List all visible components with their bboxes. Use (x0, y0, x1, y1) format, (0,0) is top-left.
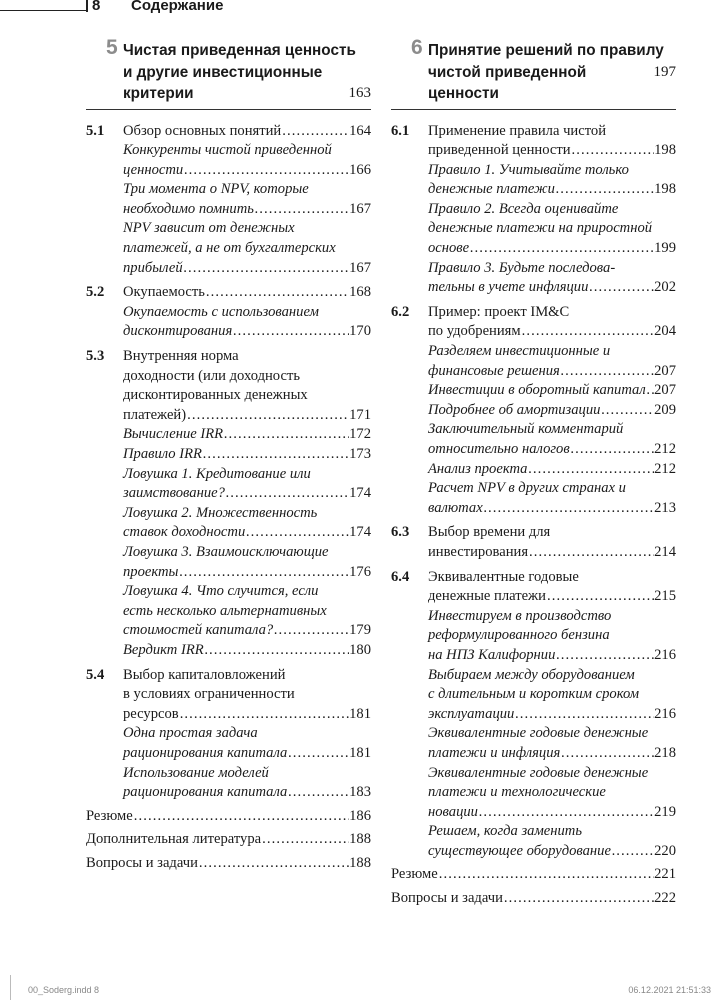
entry-line: Эквивалентные годовые денежные (428, 764, 649, 781)
chapter-number: 5 (106, 36, 118, 59)
entry-page: 188 (349, 854, 371, 871)
leader-dots (600, 401, 654, 421)
toc-subsection[interactable] (123, 141, 371, 180)
entry-line: Пример: проект IM&C (428, 303, 570, 320)
entry-line: ценности ..... 166 (123, 161, 371, 181)
running-title: Содержание (131, 0, 224, 14)
entry-line: новации ..... 219 (428, 803, 676, 823)
entry-line: Резюме ..... 186 (86, 807, 371, 827)
leader-dots (232, 322, 349, 342)
entry-page: 218 (654, 744, 676, 761)
footer-stamp: 06.12.2021 21:51:33 (628, 985, 711, 995)
toc-subsection[interactable] (428, 420, 676, 459)
entry-line: Правило IRR ..... 173 (123, 445, 371, 465)
toc-entry[interactable] (391, 865, 676, 885)
entry-page: 174 (349, 524, 371, 541)
entry-page: 209 (654, 401, 676, 418)
entry-line: NPV зависит от денежных (123, 220, 295, 237)
section-number: 5.2 (86, 284, 105, 301)
entry-line: Ловушка 4. Что случится, если (123, 583, 319, 600)
entry-line: платежей) ..... 171 (123, 406, 371, 426)
entry-line: Вычисление IRR ..... 172 (123, 425, 371, 445)
header-tick (86, 0, 88, 12)
entry-page: 172 (349, 426, 371, 443)
page-number: 8 (92, 0, 101, 14)
toc-entry[interactable] (86, 830, 371, 850)
toc-subsection[interactable] (428, 724, 676, 763)
chapter-title-line: и другие инвестиционные (123, 63, 323, 81)
entry-line: Правило 2. Всегда оценивайте (428, 200, 619, 217)
entry-line: относительно налогов ..... 212 (428, 440, 676, 460)
toc-subsection[interactable] (123, 180, 371, 219)
entry-line: Обзор основных понятий ..... 164 (123, 122, 371, 142)
toc-subsection[interactable] (123, 641, 371, 661)
entry-line: Выбираем между оборудованием (428, 666, 635, 683)
toc-entries (86, 122, 371, 874)
entry-line: ставок доходности ..... 174 (123, 523, 371, 543)
entry-line: существующее оборудование ..... 220 (428, 842, 676, 862)
entry-line: Анализ проекта ..... 212 (428, 460, 676, 480)
entry-line: платежи и инфляция ..... 218 (428, 744, 676, 764)
leader-dots (225, 484, 349, 504)
entry-page: 176 (349, 563, 371, 580)
leader-dots (287, 744, 349, 764)
entry-line: Эквивалентные годовые денежные (428, 725, 649, 742)
leader-dots (469, 239, 654, 259)
entry-line: Выбор капиталовложений (123, 666, 286, 683)
entry-line: Одна простая задача (123, 725, 258, 742)
entry-line: Окупаемость ..... 168 (123, 283, 371, 303)
entry-line: необходимо помнить ..... 167 (123, 200, 371, 220)
entry-page: 167 (349, 200, 371, 217)
entry-page: 212 (654, 441, 676, 457)
leader-dots (503, 889, 654, 909)
entry-line: финансовые решения ..... 207 (428, 362, 676, 382)
toc-subsection[interactable] (428, 200, 676, 259)
toc-column-right (391, 36, 676, 909)
entry-line: дисконтирования ..... 170 (123, 322, 371, 342)
entry-line: денежные платежи ..... 215 (428, 587, 676, 607)
entry-line: платежи и технологические (428, 784, 606, 801)
entry-page: 179 (349, 622, 371, 639)
toc-subsection[interactable] (428, 764, 676, 823)
leader-dots (273, 621, 349, 641)
entry-line: Инвестируем в производство (428, 607, 612, 624)
entry-line: Разделяем инвестиционные и (428, 343, 611, 360)
leader-dots (133, 807, 349, 827)
entry-page: 171 (349, 406, 371, 423)
entry-line: Три момента о NPV, которые (123, 181, 309, 198)
section-number: 6.4 (391, 568, 410, 585)
chapter-title-line: Принятие решений по правилу (428, 42, 664, 59)
chapter-title (428, 40, 676, 105)
entry-line: по удобрениям ..... 204 (428, 322, 676, 342)
entry-line: с длительным и коротким сроком (428, 686, 640, 703)
toc-subsection[interactable] (123, 465, 371, 504)
toc-section[interactable] (391, 568, 676, 607)
leader-dots (438, 865, 654, 885)
chapter-page: 163 (348, 85, 371, 101)
entry-line: Окупаемость с использованием (123, 303, 319, 320)
entry-line: на НПЗ Калифорнии ..... 216 (428, 646, 676, 666)
toc-entry[interactable] (391, 889, 676, 909)
toc-subsection[interactable] (428, 822, 676, 861)
entry-line: стоимостей капитала? ..... 179 (123, 621, 371, 641)
leader-dots (178, 563, 349, 583)
leader-dots (528, 543, 654, 563)
leader-dots (202, 445, 349, 465)
entry-page: 181 (349, 744, 371, 761)
chapter-title-line: чистой приведенной ценности 197 (428, 62, 676, 105)
entry-page: 199 (654, 240, 676, 257)
entry-page: 204 (654, 323, 676, 340)
entry-page: 181 (349, 705, 371, 722)
leader-dots (261, 830, 349, 850)
section-number: 6.1 (391, 122, 410, 139)
section-number: 6.2 (391, 303, 410, 320)
entry-line: Правило 1. Учитывайте только (428, 161, 629, 178)
leader-dots (571, 141, 655, 161)
leader-dots (204, 641, 349, 661)
entry-page: 168 (349, 284, 371, 301)
leader-dots (521, 322, 654, 342)
leader-dots (198, 854, 349, 874)
entry-line: денежные платежи ..... 198 (428, 180, 676, 200)
entry-page: 207 (654, 362, 676, 379)
entry-line: основе ..... 199 (428, 239, 676, 259)
entry-line: валютах ..... 213 (428, 499, 676, 519)
toc-subsection[interactable] (428, 161, 676, 200)
entry-line: заимствование? ..... 174 (123, 484, 371, 504)
entry-line: Заключительный комментарий (428, 421, 624, 438)
toc-subsection[interactable] (428, 666, 676, 725)
entry-line: инвестирования ..... 214 (428, 543, 676, 563)
entry-line: ресурсов ..... 181 (123, 705, 371, 725)
toc-subsection[interactable] (428, 479, 676, 518)
footer-file: 00_Soderg.indd 8 (28, 985, 100, 995)
leader-dots (245, 523, 349, 543)
toc-entry[interactable] (86, 807, 371, 827)
toc-subsection[interactable] (123, 543, 371, 582)
section-number: 5.4 (86, 666, 105, 683)
entry-page: 166 (349, 161, 371, 178)
entry-line: есть несколько альтернативных (123, 602, 327, 619)
toc-subsection[interactable] (428, 381, 676, 401)
entry-line: Решаем, когда заменить (428, 823, 582, 840)
entry-page: 186 (349, 807, 371, 824)
entry-line: денежные платежи на приростной (428, 220, 653, 237)
toc-section[interactable] (86, 666, 371, 725)
entry-page: 216 (654, 646, 676, 663)
entry-page: 174 (349, 485, 371, 502)
entry-page: 216 (654, 705, 676, 722)
entry-line: Расчет NPV в других странах и (428, 480, 626, 497)
toc-subsection[interactable] (123, 425, 371, 445)
entry-page: 215 (654, 588, 676, 605)
entry-line: Инвестиции в оборотный капитал ..... 207 (428, 381, 676, 401)
toc-subsection[interactable] (428, 259, 676, 298)
leader-dots (555, 646, 654, 666)
entry-line: Ловушка 3. Взаимоисключающие (123, 543, 329, 560)
chapter-title-line: критерии 163 (123, 83, 371, 105)
leader-dots (205, 283, 349, 303)
entry-line: эксплуатации ..... 216 (428, 705, 676, 725)
entry-page: 167 (349, 259, 371, 276)
entry-line: Вердикт IRR ..... 180 (123, 641, 371, 661)
toc-subsection[interactable] (123, 764, 371, 803)
toc-section[interactable] (86, 283, 371, 303)
entry-line: Вопросы и задачи ..... 188 (86, 854, 371, 874)
entry-line: реформулированного бензина (428, 627, 610, 644)
entry-line: прибылей ..... 167 (123, 259, 371, 279)
entry-line: Внутренняя норма (123, 348, 239, 365)
leader-dots (611, 842, 654, 862)
entry-line: дисконтированных денежных (123, 387, 308, 404)
entry-page: 183 (349, 784, 371, 801)
toc-subsection[interactable] (428, 607, 676, 666)
entry-page: 213 (654, 499, 676, 516)
toc-subsection[interactable] (123, 724, 371, 763)
entry-line: Правило 3. Будьте последова- (428, 259, 616, 276)
entry-page: 219 (654, 803, 676, 820)
toc-subsection[interactable] (123, 445, 371, 465)
leader-dots (179, 705, 349, 725)
entry-page: 207 (654, 382, 676, 399)
leader-dots (588, 278, 654, 298)
toc-subsection[interactable] (123, 582, 371, 641)
leader-dots (570, 440, 654, 460)
entry-page: 212 (654, 460, 676, 477)
entry-page: 202 (654, 279, 676, 296)
entry-line: Ловушка 2. Множественность (123, 504, 318, 521)
toc-subsection[interactable] (428, 342, 676, 381)
leader-dots (560, 362, 654, 382)
entry-line: платежей, а не от бухгалтерских (123, 240, 336, 257)
section-number: 5.1 (86, 122, 105, 139)
toc-entries (391, 122, 676, 909)
chapter-heading (86, 36, 371, 110)
entry-line: Вопросы и задачи ..... 222 (391, 889, 676, 909)
leader-dots (560, 744, 654, 764)
leader-dots (223, 425, 349, 445)
toc-section[interactable] (391, 122, 676, 161)
entry-page: 198 (654, 142, 676, 159)
toc-section[interactable] (391, 523, 676, 562)
toc-subsection[interactable] (428, 401, 676, 421)
leader-dots (478, 803, 654, 823)
leader-dots (183, 259, 349, 279)
toc-subsection[interactable] (428, 460, 676, 480)
entry-line: проекты ..... 176 (123, 563, 371, 583)
leader-dots (546, 587, 654, 607)
toc-section[interactable] (391, 303, 676, 342)
leader-dots (281, 122, 349, 142)
toc-subsection[interactable] (123, 504, 371, 543)
chapter-number: 6 (411, 36, 423, 59)
entry-line: Дополнительная литература ..... 188 (86, 830, 371, 850)
chapter-title (123, 40, 371, 105)
entry-line: Резюме ..... 221 (391, 865, 676, 885)
toc-entry[interactable] (86, 854, 371, 874)
entry-line: приведенной ценности ..... 198 (428, 141, 676, 161)
leader-dots (527, 460, 654, 480)
section-number: 5.3 (86, 348, 105, 365)
toc-subsection[interactable] (123, 219, 371, 278)
toc-subsection[interactable] (123, 303, 371, 342)
entry-line: Эквивалентные годовые (428, 568, 579, 585)
leader-dots (483, 499, 654, 519)
chapter-title-line: Чистая приведенная ценность (123, 42, 356, 59)
entry-page: 214 (654, 543, 676, 560)
toc-section[interactable] (86, 347, 371, 425)
entry-line: доходности (или доходность (123, 367, 300, 384)
toc-column-left (86, 36, 371, 873)
header-rule (0, 10, 88, 11)
entry-line: рационирования капитала ..... 183 (123, 783, 371, 803)
leader-dots (514, 705, 654, 725)
leader-dots (186, 406, 349, 426)
entry-page: 164 (349, 122, 371, 139)
entry-page: 188 (349, 831, 371, 848)
entry-line: Использование моделей (123, 764, 269, 781)
chapter-heading (391, 36, 676, 110)
entry-page: 220 (654, 842, 676, 859)
entry-line: Ловушка 1. Кредитование или (123, 465, 311, 482)
crop-mark (10, 975, 11, 1000)
leader-dots (646, 381, 654, 401)
entry-line: тельны в учете инфляции ..... 202 (428, 278, 676, 298)
entry-page: 221 (654, 866, 676, 883)
chapter-page: 197 (653, 63, 676, 80)
leader-dots (287, 783, 349, 803)
entry-line: Подробнее об амортизации ..... 209 (428, 401, 676, 421)
entry-page: 198 (654, 181, 676, 198)
entry-page: 180 (349, 641, 371, 658)
leader-dots (183, 161, 349, 181)
leader-dots (555, 180, 654, 200)
entry-line: рационирования капитала ..... 181 (123, 744, 371, 764)
section-number: 6.3 (391, 524, 410, 541)
leader-dots (254, 200, 349, 220)
entry-page: 173 (349, 446, 371, 462)
entry-line: в условиях ограниченности (123, 686, 295, 703)
toc-section[interactable] (86, 122, 371, 142)
entry-page: 222 (654, 890, 676, 907)
entry-line: Выбор времени для (428, 524, 551, 541)
entry-line: Применение правила чистой (428, 122, 607, 139)
entry-line: Конкуренты чистой приведенной (123, 142, 332, 159)
entry-page: 170 (349, 323, 371, 340)
